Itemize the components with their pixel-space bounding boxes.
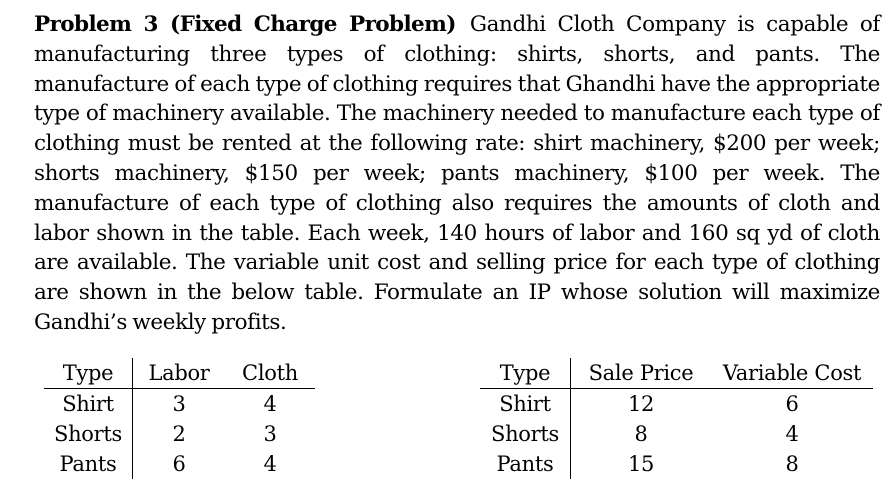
- column-header-type: Type: [480, 358, 571, 389]
- table-header-row: [480, 358, 873, 389]
- table-row: [480, 419, 873, 449]
- table-row: [44, 449, 315, 479]
- problem-heading: Problem 3 (Fixed Charge Problem): [34, 12, 456, 37]
- labor-cell: 2: [172, 422, 186, 446]
- labor-cloth-table: [44, 358, 315, 479]
- type-cell: Shirt: [480, 389, 571, 420]
- labor-cell: 3: [172, 392, 186, 416]
- table-header-row: [44, 358, 315, 389]
- problem-body: Gandhi Cloth Company is capable of manufacturing three types of clothing: shirts, shorts, and pants. The manufacture of each type of clothing requires that Ghandhi have the appropriate type of machinery available. The machinery needed to manufacture each type of clothing must be rented at the following rate: shirt machinery, $200 per week; shorts machinery, $150 per week; pants machinery, $100 per week. The manufacture of each type of clothing also requires the amounts of cloth and labor shown in the table. Each week, 140 hours of labor and 160 sq yd of cloth are available. The variable unit cost and selling price for each type of clothing are shown in the below table. Formulate an IP whose solution will maximize Gandhi’s weekly profits.: [34, 12, 880, 335]
- column-header-cloth: Cloth: [225, 358, 315, 389]
- table-row: [44, 389, 315, 420]
- column-header-variable-cost: Variable Cost: [711, 358, 873, 389]
- variable-cost-cell: 8: [785, 452, 799, 476]
- table-row: [480, 389, 873, 420]
- price-cost-table: [480, 358, 873, 479]
- column-header-sale-price: Sale Price: [571, 358, 712, 389]
- type-cell: Pants: [480, 449, 571, 479]
- column-header-type: Type: [44, 358, 133, 389]
- problem-statement: [34, 10, 880, 338]
- table-row: [480, 449, 873, 479]
- type-cell: Pants: [44, 449, 133, 479]
- variable-cost-cell: 4: [785, 422, 799, 446]
- cloth-cell: 3: [263, 422, 277, 446]
- table-row: [44, 419, 315, 449]
- cloth-cell: 4: [263, 392, 277, 416]
- sale-price-cell: 12: [627, 392, 655, 416]
- variable-cost-cell: 6: [785, 392, 799, 416]
- type-cell: Shirt: [44, 389, 133, 420]
- type-cell: Shorts: [44, 419, 133, 449]
- cloth-cell: 4: [263, 452, 277, 476]
- sale-price-cell: 8: [634, 422, 648, 446]
- column-header-labor: Labor: [133, 358, 226, 389]
- type-cell: Shorts: [480, 419, 571, 449]
- labor-cell: 6: [172, 452, 186, 476]
- sale-price-cell: 15: [627, 452, 655, 476]
